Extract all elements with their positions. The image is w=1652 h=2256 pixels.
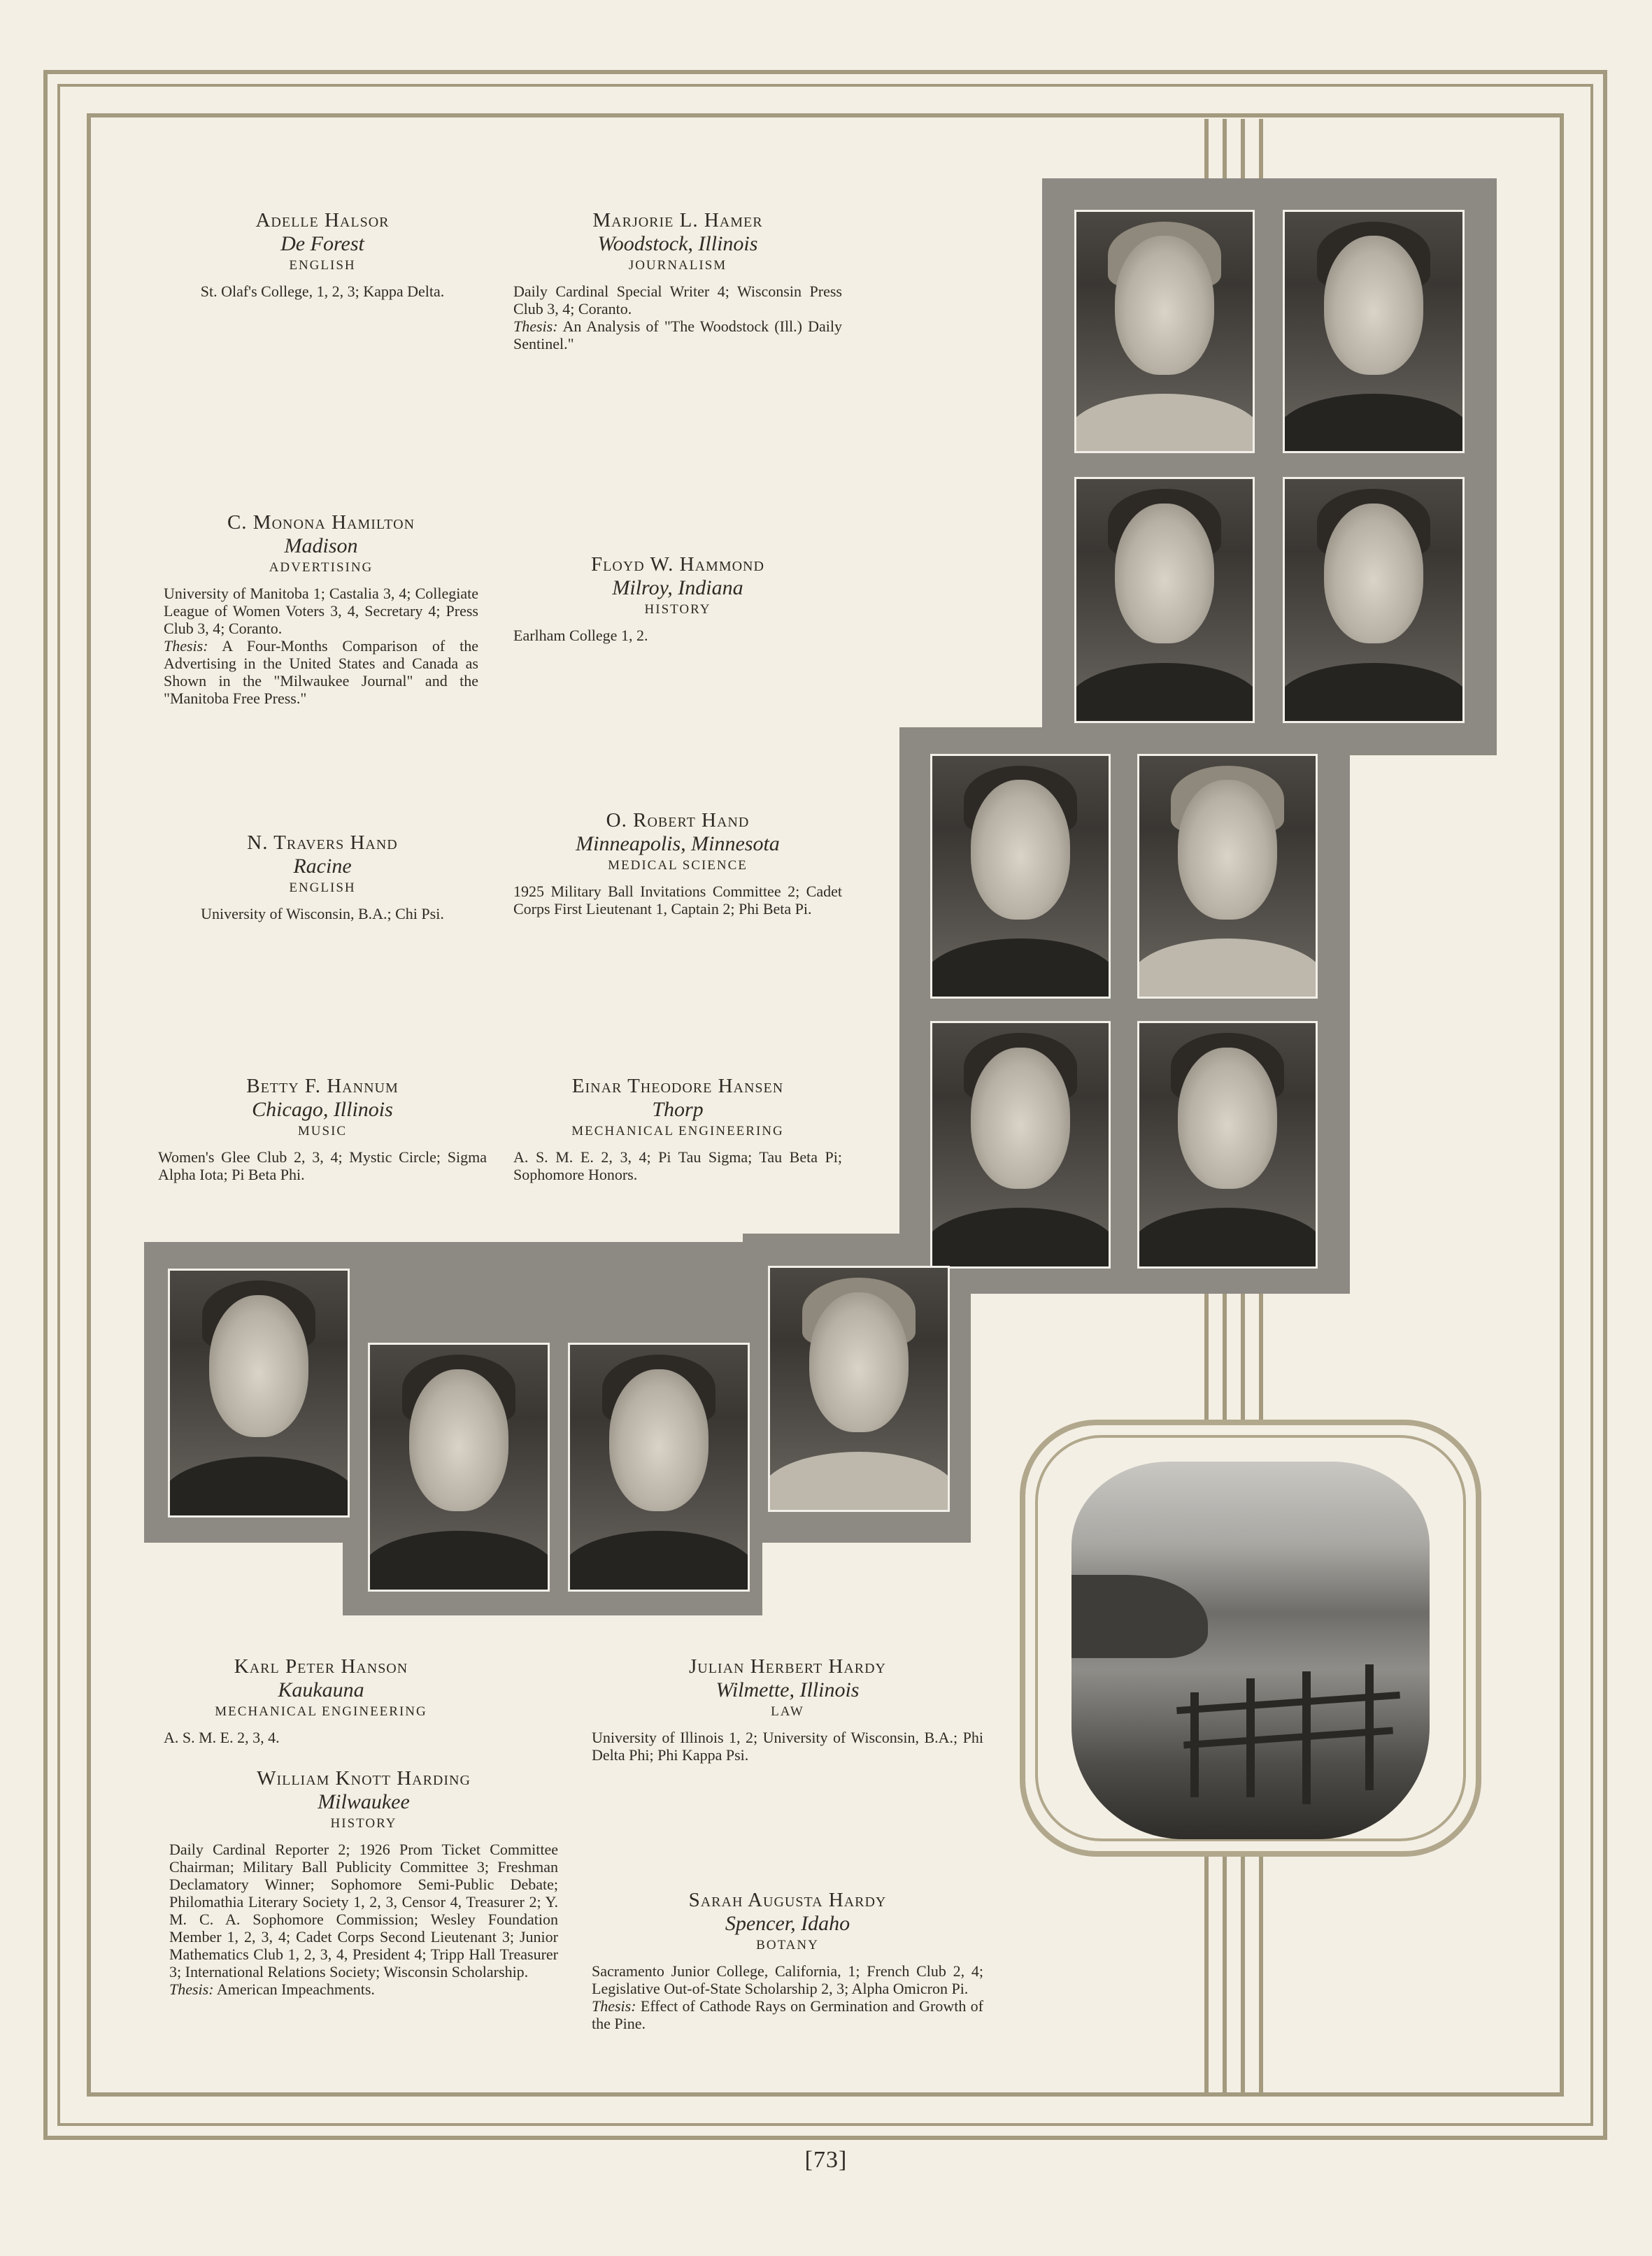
ornament-rule xyxy=(1204,1846,1209,2094)
student-course: MECHANICAL ENGINEERING xyxy=(215,1704,427,1719)
student-hometown: Chicago, Illinois xyxy=(252,1098,393,1121)
student-name: Floyd W. Hammond xyxy=(591,553,764,576)
student-hometown: De Forest xyxy=(280,232,364,255)
portrait-photo xyxy=(1137,1021,1318,1269)
student-activities: Earlham College 1, 2. xyxy=(513,627,648,644)
portrait-photo xyxy=(368,1343,550,1592)
student-activities: Sacramento Junior College, California, 1; French Club 2, 4; Legislative Out-of-State Scholarship 2, 3; Alpha Omicron Pi. xyxy=(592,1962,983,1997)
student-activities: Women's Glee Club 2, 3, 4; Mystic Circle; Sigma Alpha Iota; Pi Beta Phi. xyxy=(158,1148,487,1183)
portrait-photo xyxy=(568,1343,750,1592)
student-course: HISTORY xyxy=(644,602,711,617)
page-number: [73] xyxy=(804,2147,848,2173)
thesis-label: Thesis: xyxy=(592,1997,636,2015)
student-hometown: Milroy, Indiana xyxy=(612,576,743,599)
ornament-rule xyxy=(1223,1273,1227,1434)
student-name: Sarah Augusta Hardy xyxy=(688,1889,887,1911)
student-course: MUSIC xyxy=(297,1124,348,1138)
lake-pier-photo xyxy=(1071,1462,1430,1839)
portrait-photo xyxy=(1074,477,1255,723)
portrait-photo xyxy=(768,1266,950,1512)
student-activities: 1925 Military Ball Invitations Committee 2; Cadet Corps First Lieutenant 1, Captain 2; Phi Beta Pi. xyxy=(513,883,842,918)
student-hometown: Thorp xyxy=(652,1098,704,1121)
ornament-rule xyxy=(1259,1273,1263,1434)
ornament-rule xyxy=(1204,1273,1209,1434)
student-name: Betty F. Hannum xyxy=(246,1075,399,1097)
thesis-title: An Analysis of "The Woodstock (Ill.) Daily Sentinel." xyxy=(513,317,842,352)
student-course: BOTANY xyxy=(756,1938,819,1952)
student-hometown: Kaukauna xyxy=(278,1678,364,1701)
student-hometown: Woodstock, Illinois xyxy=(597,232,758,255)
thesis-title: American Impeachments. xyxy=(216,1980,375,1998)
student-entry xyxy=(513,552,842,644)
student-course: ADVERTISING xyxy=(269,560,373,575)
thesis-label: Thesis: xyxy=(169,1980,214,1998)
student-entry xyxy=(164,1655,478,1746)
student-name: Einar Theodore Hansen xyxy=(571,1075,784,1097)
student-entry xyxy=(169,1766,558,1998)
portrait-photo xyxy=(1074,210,1255,453)
student-activities: St. Olaf's College, 1, 2, 3; Kappa Delta. xyxy=(200,283,445,300)
portrait-photo xyxy=(168,1269,350,1518)
student-activities: University of Manitoba 1; Castalia 3, 4; Collegiate League of Women Voters 3, 4, Secretary 4; Press Club 3, 4; Coranto. xyxy=(164,585,478,637)
student-activities: Daily Cardinal Special Writer 4; Wisconsin Press Club 3, 4; Coranto. xyxy=(513,283,842,317)
ornament-rule xyxy=(1241,1273,1245,1434)
student-thesis xyxy=(164,637,478,707)
student-entry xyxy=(513,808,842,918)
thesis-title: Effect of Cathode Rays on Germination and Growth of the Pine. xyxy=(592,1997,983,2032)
ornament-rule xyxy=(1241,1846,1245,2094)
ornament-rule xyxy=(1223,119,1227,182)
student-entry xyxy=(164,511,478,707)
thesis-label: Thesis: xyxy=(513,317,558,335)
ornament-rule xyxy=(1223,1846,1227,2094)
student-name: N. Travers Hand xyxy=(247,831,398,854)
student-course: MECHANICAL ENGINEERING xyxy=(571,1124,784,1138)
student-activities: University of Illinois 1, 2; University of Wisconsin, B.A.; Phi Delta Phi; Phi Kappa Psi. xyxy=(592,1729,983,1764)
ornament-rule xyxy=(1259,1846,1263,2094)
student-course: ENGLISH xyxy=(289,880,356,895)
student-hometown: Wilmette, Illinois xyxy=(715,1678,860,1701)
thesis-label: Thesis: xyxy=(164,637,208,655)
student-hometown: Spencer, Idaho xyxy=(725,1912,850,1935)
student-course: ENGLISH xyxy=(289,258,356,273)
student-hometown: Minneapolis, Minnesota xyxy=(576,832,780,855)
portrait-photo xyxy=(930,1021,1111,1269)
portrait-photo xyxy=(1283,210,1465,453)
student-name: Marjorie L. Hamer xyxy=(592,209,763,231)
student-entry xyxy=(513,1074,842,1183)
student-thesis xyxy=(169,1980,558,1998)
student-course: MEDICAL SCIENCE xyxy=(608,858,748,873)
student-course: JOURNALISM xyxy=(628,258,727,273)
student-activities: University of Wisconsin, B.A.; Chi Psi. xyxy=(201,905,444,922)
student-name: William Knott Harding xyxy=(257,1767,471,1790)
student-activities: A. S. M. E. 2, 3, 4. xyxy=(164,1729,280,1746)
student-hometown: Racine xyxy=(293,855,352,878)
student-thesis xyxy=(513,317,842,352)
student-name: Julian Herbert Hardy xyxy=(688,1655,887,1678)
student-name: Karl Peter Hanson xyxy=(234,1655,408,1678)
student-entry xyxy=(592,1655,983,1764)
student-name: C. Monona Hamilton xyxy=(227,511,415,534)
student-entry xyxy=(158,1074,487,1183)
ornament-rule xyxy=(1259,119,1263,182)
ornament-rule xyxy=(1204,119,1209,182)
student-entry xyxy=(592,1888,983,2032)
student-hometown: Milwaukee xyxy=(318,1790,410,1813)
student-entry xyxy=(158,831,487,922)
portrait-photo xyxy=(930,754,1111,999)
portrait-photo xyxy=(1137,754,1318,999)
student-thesis xyxy=(592,1997,983,2032)
student-entry xyxy=(158,208,487,300)
student-course: HISTORY xyxy=(330,1816,397,1831)
student-activities: Daily Cardinal Reporter 2; 1926 Prom Ticket Committee Chairman; Military Ball Publicity Committee 3; Freshman Declamatory Winner; Sophomore Semi-Public Debate; Philomathia Literary Society 1, 2, 3, Censor 4, Treasurer 2; Y. M. C. A. Sophomore Commission; Wesley Foundation Member 1, 2, 3, 4; Cadet Corps Second Lieutenant 3; Junior Mathematics Club 1, 2, 3, 4, President 4; Tripp Hall Treasurer 3; International Relations Society; Wisconsin Scholarship. xyxy=(169,1841,558,1980)
ornament-rule xyxy=(1241,119,1245,182)
student-name: Adelle Halsor xyxy=(255,209,390,231)
student-course: LAW xyxy=(771,1704,804,1719)
student-hometown: Madison xyxy=(284,534,358,557)
student-entry xyxy=(513,208,842,352)
portrait-photo xyxy=(1283,477,1465,723)
student-activities: A. S. M. E. 2, 3, 4; Pi Tau Sigma; Tau Beta Pi; Sophomore Honors. xyxy=(513,1148,842,1183)
thesis-title: A Four-Months Comparison of the Advertising in the United States and Canada as Shown in the "Milwaukee Journal" and the "Manitoba Free Press." xyxy=(164,637,478,707)
student-name: O. Robert Hand xyxy=(606,809,750,831)
